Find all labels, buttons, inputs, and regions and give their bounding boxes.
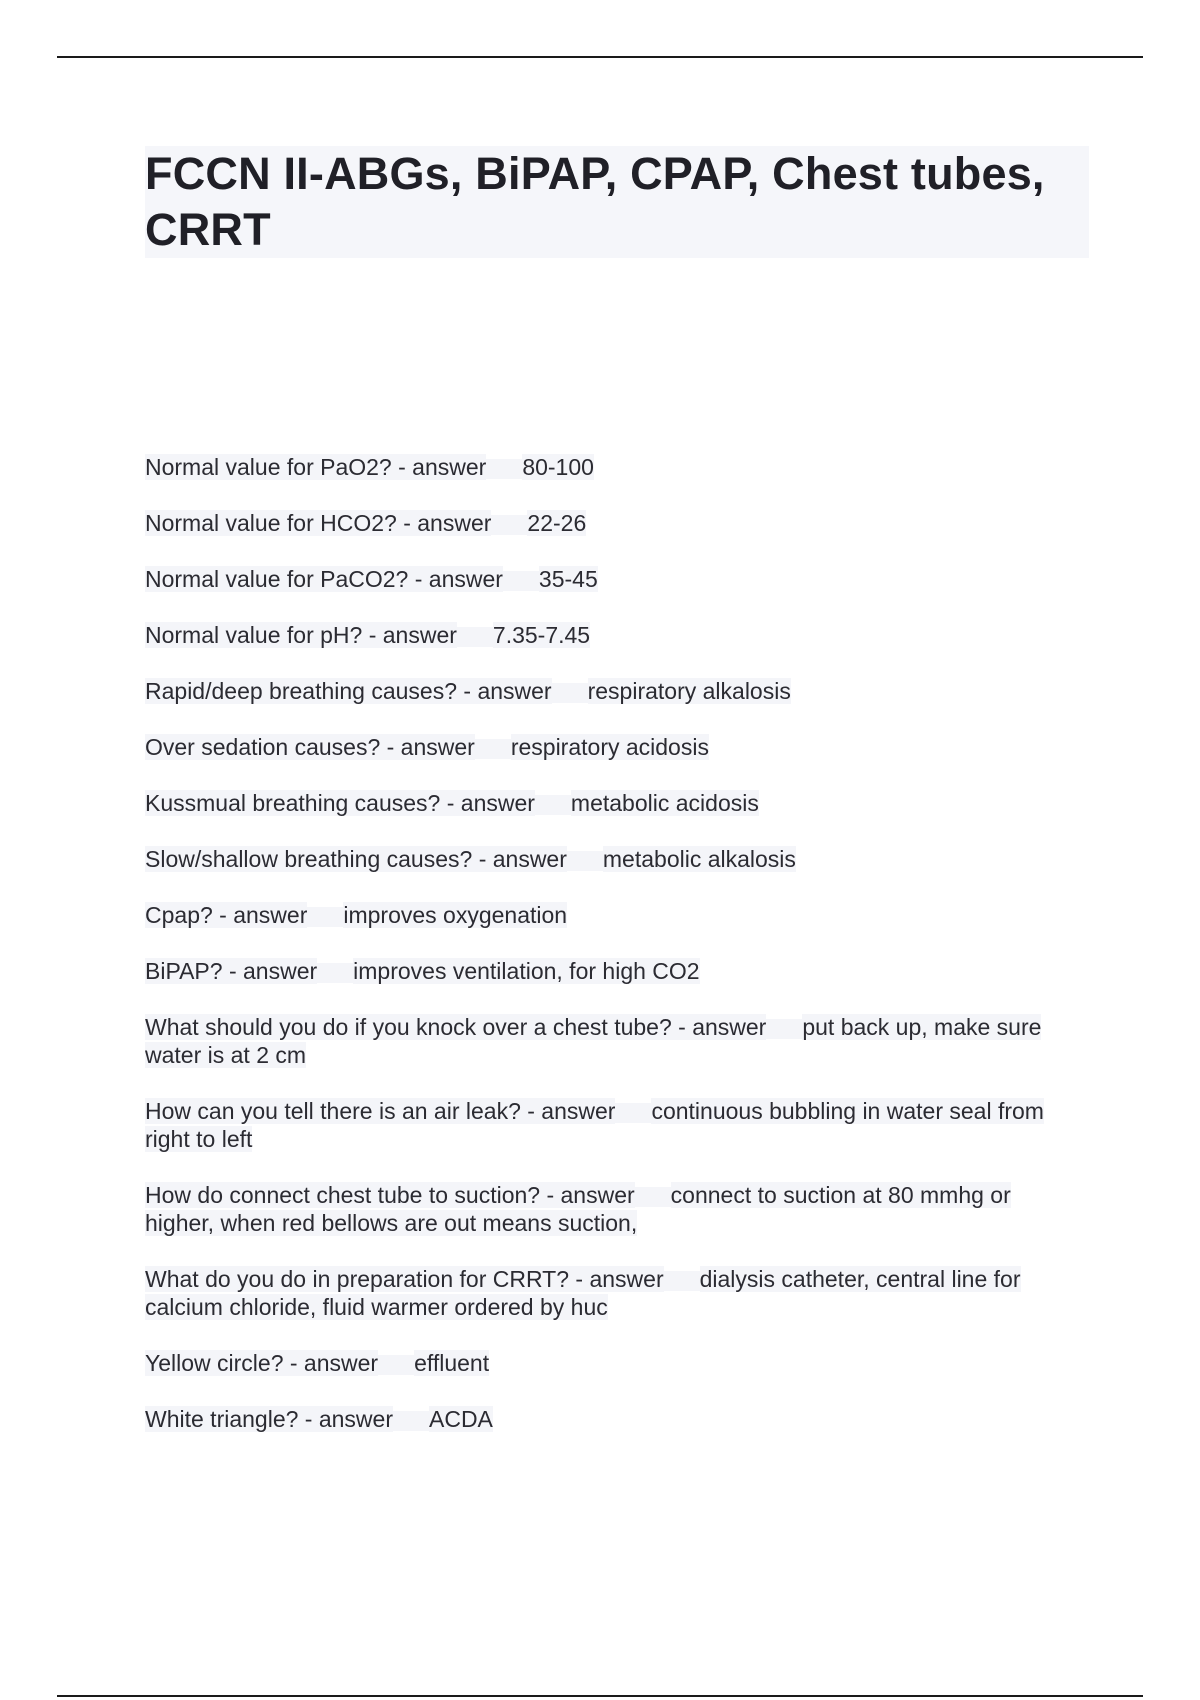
title-block (145, 146, 1089, 258)
qa-item (145, 1181, 1075, 1237)
qa-answer: continuous bubbling in water seal from right to left (145, 1098, 1044, 1152)
qa-answer: metabolic acidosis (570, 790, 759, 816)
qa-answer: 7.35-7.45 (492, 622, 591, 648)
qa-question: Normal value for HCO2? - answer (145, 510, 492, 536)
qa-item (145, 789, 1075, 817)
qa-question: White triangle? - answer (145, 1406, 393, 1432)
qa-item (145, 1349, 1075, 1377)
qa-item (145, 957, 1075, 985)
page-title: FCCN II-ABGs, BiPAP, CPAP, Chest tubes, CRRT (145, 148, 1045, 255)
qa-question: Normal value for pH? - answer (145, 622, 457, 648)
qa-answer: respiratory acidosis (510, 734, 709, 760)
qa-item (145, 453, 1075, 481)
qa-answer: 80-100 (522, 454, 594, 480)
qa-item (145, 1405, 1075, 1433)
qa-item (145, 845, 1075, 873)
qa-question: Kussmual breathing causes? - answer (145, 790, 535, 816)
qa-item (145, 1013, 1075, 1069)
qa-question: How do connect chest tube to suction? - answer (145, 1182, 635, 1208)
qa-answer: improves ventilation, for high CO2 (353, 958, 700, 984)
qa-item (145, 677, 1075, 705)
qa-item (145, 1097, 1075, 1153)
qa-question: BiPAP? - answer (145, 958, 318, 984)
qa-answer: ACDA (429, 1406, 493, 1432)
qa-answer: effluent (414, 1350, 490, 1376)
qa-answer: improves oxygenation (343, 902, 568, 928)
bottom-rule (57, 1695, 1143, 1697)
qa-answer: dialysis catheter, central line for calcium chloride, fluid warmer ordered by huc (145, 1266, 1021, 1320)
qa-item (145, 1265, 1075, 1321)
qa-list (145, 453, 1075, 1461)
qa-question: Over sedation causes? - answer (145, 734, 475, 760)
qa-item (145, 733, 1075, 761)
qa-question: What do you do in preparation for CRRT? - answer (145, 1266, 664, 1292)
qa-answer: respiratory alkalosis (587, 678, 791, 704)
qa-question: Yellow circle? - answer (145, 1350, 379, 1376)
qa-answer: 35-45 (538, 566, 598, 592)
qa-item (145, 565, 1075, 593)
qa-question: Cpap? - answer (145, 902, 308, 928)
qa-answer: connect to suction at 80 mmhg or higher, when red bellows are out means suction, (145, 1182, 1011, 1236)
qa-question: Slow/shallow breathing causes? - answer (145, 846, 567, 872)
qa-item (145, 621, 1075, 649)
qa-item (145, 509, 1075, 537)
qa-answer: put back up, make sure water is at 2 cm (145, 1014, 1042, 1068)
qa-answer: metabolic alkalosis (602, 846, 796, 872)
qa-question: Normal value for PaO2? - answer (145, 454, 487, 480)
qa-question: What should you do if you knock over a chest tube? - answer (145, 1014, 767, 1040)
qa-question: Rapid/deep breathing causes? - answer (145, 678, 552, 704)
qa-item (145, 901, 1075, 929)
top-rule (57, 56, 1143, 58)
qa-answer: 22-26 (527, 510, 587, 536)
qa-question: How can you tell there is an air leak? - answer (145, 1098, 616, 1124)
qa-question: Normal value for PaCO2? - answer (145, 566, 503, 592)
